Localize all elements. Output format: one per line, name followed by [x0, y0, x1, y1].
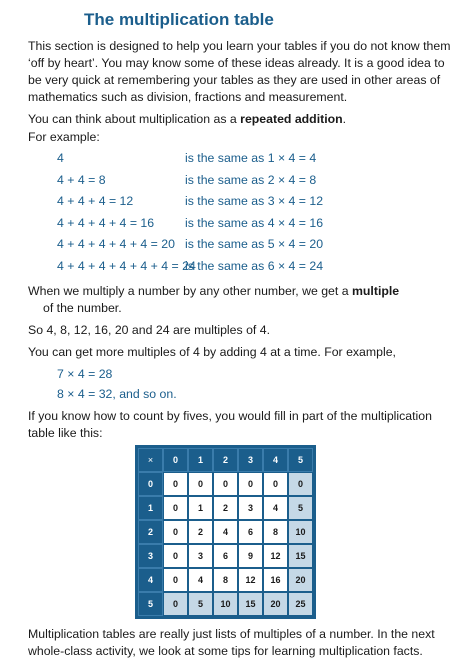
multiplication-table	[135, 445, 316, 619]
repeated-addition-paragraph	[28, 111, 460, 128]
example-multiplication: is the same as 4 × 4 = 16	[185, 215, 324, 230]
table-cell: 0	[163, 496, 188, 520]
table-cell-fives: 20	[288, 568, 313, 592]
example-multiplication: is the same as 5 × 4 = 20	[185, 237, 324, 251]
table-cell: 0	[263, 472, 288, 496]
table-row	[138, 520, 313, 544]
column-header: 2	[213, 448, 238, 472]
table-cell: 9	[238, 544, 263, 568]
table-cell-fives: 15	[238, 592, 263, 616]
table-cell: 0	[163, 544, 188, 568]
table-cell: 3	[238, 496, 263, 520]
intro-paragraph: This section is designed to help you learn your tables if you do not know them ‘off by heart’. You may know some of these ideas already. It is a good idea to be very quick at remembering your tables as they are used in other areas of mathematics such as division, fractions and measurement.	[28, 39, 451, 104]
example-multiplication: is the same as 2 × 4 = 8	[185, 172, 317, 187]
column-header: 1	[188, 448, 213, 472]
row-header: 3	[138, 544, 163, 568]
table-cell: 8	[213, 568, 238, 592]
row-header: 0	[138, 472, 163, 496]
multiple-text-end: of the number.	[43, 301, 122, 315]
example-multiplication: is the same as 3 × 4 = 12	[185, 194, 324, 208]
table-corner: ×	[138, 448, 163, 472]
table-cell: 6	[238, 520, 263, 544]
table-row	[138, 544, 313, 568]
example-addition: 4 + 4 + 4 + 4 + 4 + 4 = 24	[57, 258, 196, 273]
table-header-row	[138, 448, 313, 472]
column-header: 4	[263, 448, 288, 472]
table-row	[138, 568, 313, 592]
example-multiplication: is the same as 1 × 4 = 4	[185, 151, 317, 165]
example-multiplication: is the same as 6 × 4 = 24	[185, 258, 324, 273]
table-cell: 0	[163, 472, 188, 496]
repeated-addition-term: repeated addition	[240, 112, 343, 126]
table-row	[138, 592, 313, 616]
multiple-text: When we multiply a number by any other number, we get a	[28, 284, 352, 298]
example-addition: 4 + 4 + 4 = 12	[57, 194, 134, 208]
table-cell: 0	[238, 472, 263, 496]
think-end: .	[342, 112, 347, 126]
table-cell: 1	[188, 496, 213, 520]
table-cell: 4	[213, 520, 238, 544]
table-cell-fives: 15	[288, 544, 313, 568]
closing-paragraph: Multiplication tables are really just lists of multiples of a number. In the next whole-class activity, we look at some tips for learning multiplication facts.	[28, 627, 435, 658]
table-cell: 2	[188, 520, 213, 544]
row-header: 5	[138, 592, 163, 616]
table-cell: 3	[188, 544, 213, 568]
table-cell-fives: 5	[188, 592, 213, 616]
table-cell: 0	[163, 520, 188, 544]
table-cell: 4	[263, 496, 288, 520]
example-addition: 4	[57, 151, 64, 165]
table-cell: 4	[188, 568, 213, 592]
multiple-paragraph	[28, 283, 460, 317]
example-8x4: 8 × 4 = 32, and so on.	[57, 387, 177, 401]
table-cell: 0	[188, 472, 213, 496]
row-header: 2	[138, 520, 163, 544]
table-cell: 0	[213, 472, 238, 496]
table-row	[138, 472, 313, 496]
table-cell: 2	[213, 496, 238, 520]
more-multiples-line: You can get more multiples of 4 by adding 4 at a time. For example,	[28, 345, 396, 359]
table-cell-fives: 20	[263, 592, 288, 616]
example-addition: 4 + 4 + 4 + 4 + 4 = 20	[57, 237, 175, 251]
table-cell: 12	[263, 544, 288, 568]
column-header: 5	[288, 448, 313, 472]
table-cell-fives: 5	[288, 496, 313, 520]
example-addition: 4 + 4 + 4 + 4 = 16	[57, 215, 155, 230]
fives-paragraph: If you know how to count by fives, you would fill in part of the multiplication table like this:	[28, 409, 432, 440]
row-header: 4	[138, 568, 163, 592]
table-cell: 8	[263, 520, 288, 544]
table-cell: 12	[238, 568, 263, 592]
table-cell: 0	[163, 568, 188, 592]
table-cell-fives: 0	[288, 472, 313, 496]
column-header: 3	[238, 448, 263, 472]
table-cell-fives: 10	[213, 592, 238, 616]
multiple-term: multiple	[351, 284, 400, 298]
table-cell-fives: 25	[288, 592, 313, 616]
table-cell: 6	[213, 544, 238, 568]
example-7x4: 7 × 4 = 28	[57, 367, 113, 381]
multiples-of-4-line: So 4, 8, 12, 16, 20 and 24 are multiples of 4.	[28, 323, 270, 337]
row-header: 1	[138, 496, 163, 520]
table-cell-fives: 10	[288, 520, 313, 544]
for-example-label: For example:	[28, 130, 100, 144]
column-header: 0	[163, 448, 188, 472]
table-row	[138, 496, 313, 520]
think-text: You can think about multiplication as a	[28, 112, 241, 126]
example-addition: 4 + 4 = 8	[57, 172, 106, 187]
table-cell: 16	[263, 568, 288, 592]
table-cell-fives: 0	[163, 592, 188, 616]
page-title: The multiplication table	[84, 10, 274, 29]
